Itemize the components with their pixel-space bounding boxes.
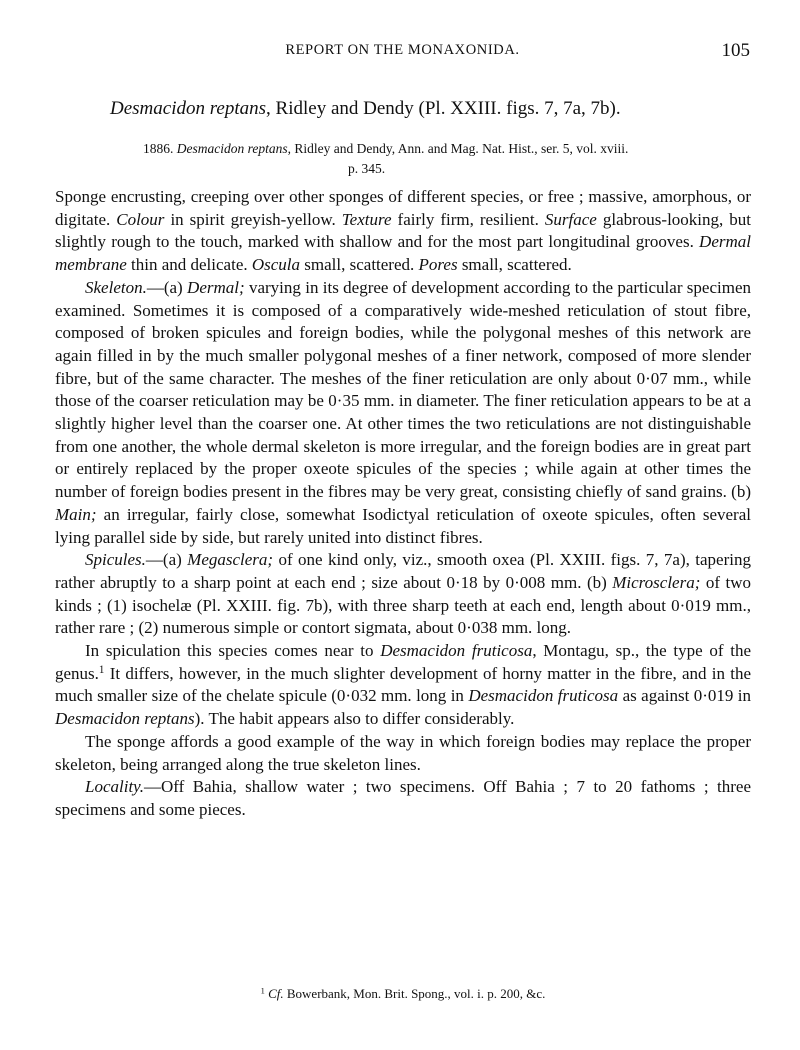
species-name: Desmacidon reptans	[110, 98, 267, 119]
skeleton-label: Skeleton.	[85, 277, 147, 297]
dermal-label: Dermal;	[187, 277, 245, 297]
footnote	[55, 986, 751, 1002]
description-text: fairly firm, resilient.	[391, 209, 545, 229]
megasclera-label: Megasclera;	[187, 550, 274, 570]
running-title: REPORT ON THE MONAXONIDA.	[285, 42, 520, 58]
spicules-text: of one kind only, viz., smooth oxea (Pl. XXIII. figs. 7, 7a), tapering rather abruptly to a sharp point at each end ; size about 0·18 by 0·008 mm.	[55, 550, 751, 592]
spicules-dash: —(a)	[145, 550, 188, 570]
species-name-reptans: Desmacidon reptans	[55, 709, 195, 729]
skeleton-text: varying in its degree of development according to the particular specimen examined. Sometimes it is composed of a comparatively wide-meshed reticulation of stout fibre, composed of broken spicules and foreign bodies, while the polygonal meshes of this network are again filled in by the much smaller polygonal meshes of a finer network, composed of more slender fibre, but of the same character. The meshes of the finer reticulation are only about 0·07 mm., while those of the coarser reticulation may be 0·35 mm. in diameter. The finer reticulation appears to be at a slightly higher level than the coarser one. At other times the two reticulations are not distinguishable from one another, the whole dermal skeleton is more irregular, and the foreign bodies are in great part or entirely replaced by the proper oxeote spicules of the species ; while again at other times the number of foreign bodies present in the fibres may be very great, consisting chiefly of sand grains.	[55, 277, 751, 502]
description-text: small, scattered.	[300, 255, 419, 275]
oscula-label: Oscula	[251, 255, 301, 275]
skeleton-dash: —(a)	[146, 277, 188, 297]
locality-paragraph	[55, 776, 751, 821]
citation-species-name: Desmacidon reptans	[176, 141, 288, 156]
foreign-bodies-paragraph: The sponge affords a good example of the way in which foreign bodies may replace the proper skeleton, being arranged along the true skeleton lines.	[55, 731, 751, 774]
locality-label: Locality.	[85, 777, 145, 797]
spicules-text: of two kinds ; (1) isochelæ (Pl. XXIII. fig. 7b), with three sharp teeth at each end, length about 0·019 mm., rather rare ; (2) numerous simple or contort sigmata, about 0·038 mm. long.	[55, 572, 752, 638]
skeleton-text: an irregular, fairly close, somewhat Isodictyal reticulation of oxeote spicules, often several lying parallel side by side, but rarely united into distinct fibres.	[55, 504, 751, 547]
description-text: glabrous-looking, but slightly rough to the touch, marked with shallow and for the most part longitudinal grooves.	[55, 209, 752, 252]
dermal-membrane-label: Dermal membrane	[55, 232, 751, 275]
citation-year: 1886.	[143, 141, 174, 156]
page-number: 105	[721, 40, 750, 61]
citation-page: p. 345.	[348, 161, 386, 176]
spicules-b-marker: (b)	[586, 572, 607, 592]
species-name-fruticosa: Desmacidon fruticosa	[468, 686, 619, 706]
description-text: in spirit greyish-yellow.	[164, 209, 342, 229]
locality-text: —Off Bahia, shallow water ; two specimens. Off Bahia ; 7 to 20 fathoms ; three specimens and some pieces.	[55, 777, 751, 819]
pores-label: Pores	[418, 255, 458, 275]
comparison-text: , Montagu, sp., the type of the genus.	[55, 641, 751, 683]
footnote-cf: Cf.	[268, 986, 284, 1001]
species-authority: , Ridley and Dendy (Pl. XXIII. figs. 7, 7a, 7b).	[266, 98, 621, 119]
surface-label: Surface	[544, 209, 597, 229]
colour-label: Colour	[116, 209, 165, 229]
synonymy-citation	[143, 139, 753, 179]
skeleton-paragraph	[55, 277, 751, 549]
species-name-fruticosa: Desmacidon fruticosa	[380, 641, 533, 661]
species-heading	[110, 98, 621, 120]
running-header	[55, 40, 750, 72]
spicules-label: Spicules.	[85, 550, 146, 570]
description-text: Sponge encrusting, creeping over other sponges of different species, or free ; massive, amorphous, or digitate.	[55, 187, 751, 229]
comparison-paragraph	[55, 640, 751, 731]
main-text	[55, 186, 751, 822]
main-label: Main;	[55, 504, 97, 524]
comparison-text: It differs, however, in the much slighter development of horny matter in the fibre, and in the much smaller size of the chelate spicule (0·032 mm. long in	[55, 663, 751, 706]
microsclera-label: Microsclera;	[606, 572, 701, 592]
footnote-reference: 1	[98, 663, 105, 676]
comparison-text: ). The habit appears also to differ considerably.	[194, 709, 515, 729]
citation-text: , Ridley and Dendy, Ann. and Mag. Nat. Hist., ser. 5, vol. xviii.	[287, 141, 629, 156]
spicules-paragraph	[55, 549, 751, 640]
texture-label: Texture	[341, 209, 392, 229]
skeleton-b-marker: (b)	[731, 482, 751, 502]
comparison-text: as against 0·019 in	[618, 686, 751, 706]
footnote-text: Bowerbank, Mon. Brit. Spong., vol. i. p. 200, &c.	[283, 986, 546, 1001]
description-paragraph	[55, 186, 751, 277]
footnote-mark: 1	[260, 985, 265, 996]
description-text: small, scattered.	[457, 255, 572, 275]
description-text: thin and delicate.	[126, 255, 252, 275]
comparison-text: In spiculation this species comes near to	[85, 641, 381, 661]
